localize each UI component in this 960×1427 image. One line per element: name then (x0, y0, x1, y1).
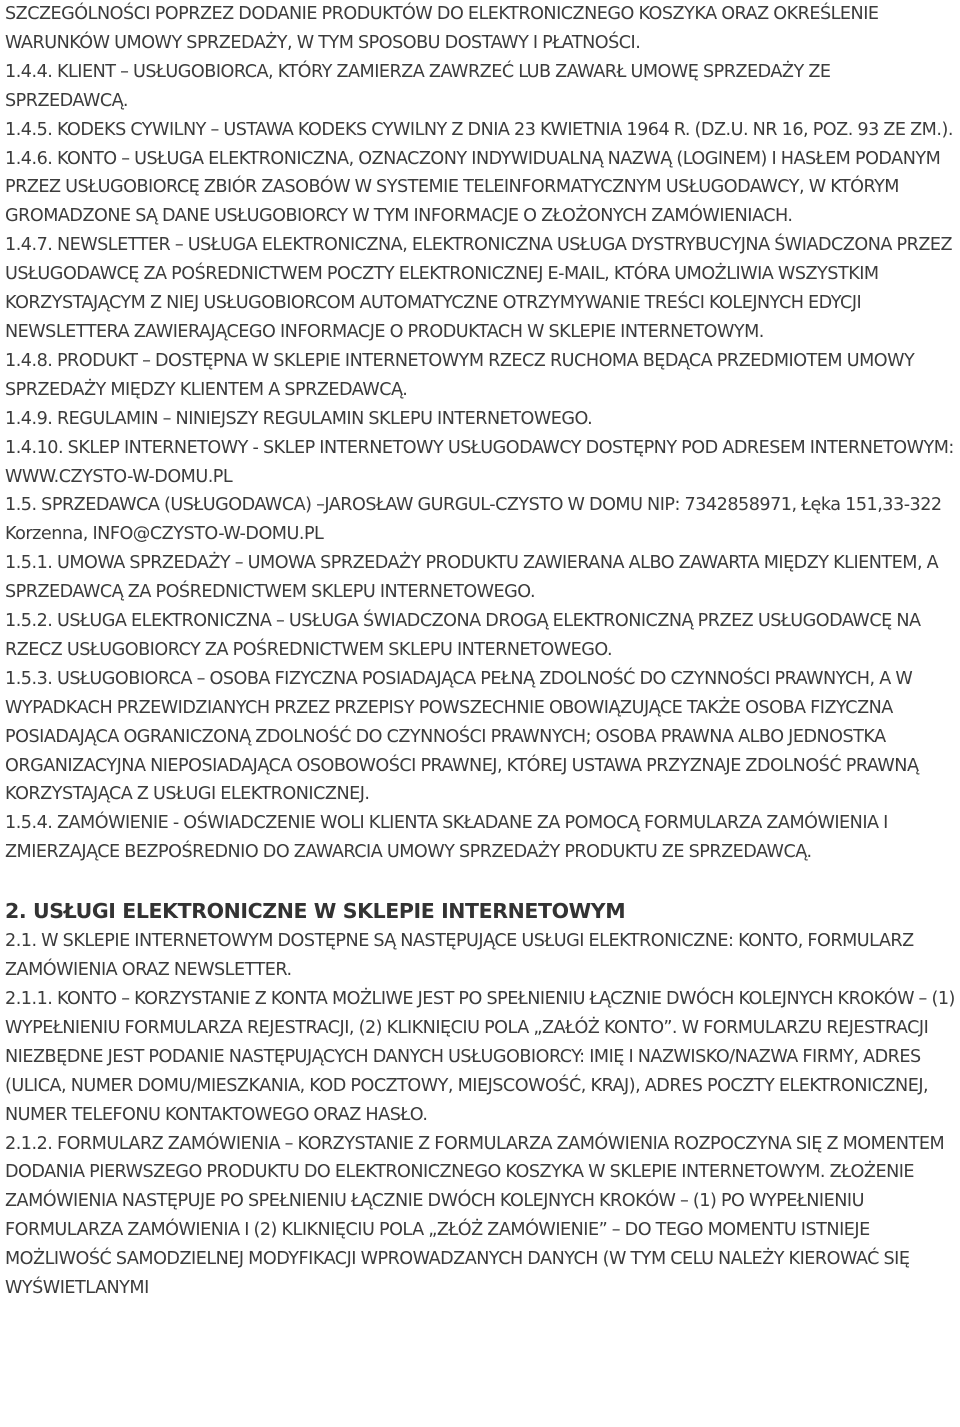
paragraph-2-1-2-formularz-zamowienia: 2.1.2. FORMULARZ ZAMÓWIENIA – KORZYSTANIE Z FORMULARZA ZAMÓWIENIA ROZPOCZYNA SIĘ Z MOMENTEM DODANIA PIERWSZEGO PRODUKTU DO ELEKTRONICZNEGO KOSZYKA W SKLEPIE INTERNETOWYM. ZŁOŻENIE ZAMÓWIENIA NASTĘPUJE PO SPEŁNIENIU ŁĄCZNIE DWÓCH KOLEJNYCH KROKÓW – (1) PO WYPEŁNIENIU FORMULARZA ZAMÓWIENIA I (2) KLIKNIĘCIU POLA „ZŁÓŻ ZAMÓWIENIE” – DO TEGO MOMENTU ISTNIEJE MOŻLIWOŚĆ SAMODZIELNEJ MODYFIKACJI WPROWADZANYCH DANYCH (W TYM CELU NALEŻY KIEROWAĆ SIĘ WYŚWIETLANYMI (5, 1133, 945, 1299)
paragraph-1-4-7-newsletter: 1.4.7. NEWSLETTER – USŁUGA ELEKTRONICZNA, ELEKTRONICZNA USŁUGA DYSTRYBUCYJNA ŚWIADCZONA PRZEZ USŁUGODAWCĘ ZA POŚREDNICTWEM POCZTY ELEKTRONICZNEJ E-MAIL, KTÓRA UMOŻLIWIA WSZYSTKIM KORZYSTAJĄCYM Z NIEJ USŁUGOBIORCOM AUTOMATYCZNE OTRZYMYWANIE TREŚCI KOLEJNYCH EDYCJI NEWSLETTERA ZAWIERAJĄCEGO INFORMACJE O PRODUKTACH W SKLEPIE INTERNETOWYM. (5, 235, 953, 342)
paragraph-1-5-2-usluga-elektroniczna: 1.5.2. USŁUGA ELEKTRONICZNA – USŁUGA ŚWIADCZONA DROGĄ ELEKTRONICZNĄ PRZEZ USŁUGODAWCĘ NA RZECZ USŁUGOBIORCY ZA POŚREDNICTWEM SKLEPU INTERNETOWEGO. (5, 611, 921, 660)
paragraph-1-5-1-umowa-sprzedazy: 1.5.1. UMOWA SPRZEDAŻY – UMOWA SPRZEDAŻY PRODUKTU ZAWIERANA ALBO ZAWARTA MIĘDZY KLIENTEM, A SPRZEDAWCĄ ZA POŚREDNICTWEM SKLEPU INTERNETOWEGO. (5, 553, 939, 603)
paragraph-1-4-6-konto: 1.4.6. KONTO – USŁUGA ELEKTRONICZNA, OZNACZONY INDYWIDUALNĄ NAZWĄ (LOGINEM) I HASŁEM PODANYM PRZEZ USŁUGOBIORCĘ ZBIÓR ZASOBÓW W SYSTEMIE TELEINFORMATYCZNYM USŁUGODAWCY, W KTÓRYM GROMADZONE SĄ DANE USŁUGOBIORCY W TYM INFORMACJE O ZŁOŻONYCH ZAMÓWIENIACH. (5, 148, 941, 227)
paragraph-2-1-uslugi: 2.1. W SKLEPIE INTERNETOWYM DOSTĘPNE SĄ NASTĘPUJĄCE USŁUGI ELEKTRONICZNE: KONTO, FORMULARZ ZAMÓWIENIA ORAZ NEWSLETTER. (5, 931, 914, 981)
paragraph-1-4-10-sklep-internetowy: 1.4.10. SKLEP INTERNETOWY - SKLEP INTERNETOWY USŁUGODAWCY DOSTĘPNY POD ADRESEM INTERNETOWYM: WWW.CZYSTO-W-DOMU.PL (5, 437, 954, 487)
paragraph-1-4-5-kodeks-cywilny: 1.4.5. KODEKS CYWILNY – USTAWA KODEKS CYWILNY Z DNIA 23 KWIETNIA 1964 R. (DZ.U. NR 16, POZ. 93 ZE ZM.). (5, 119, 953, 140)
paragraph-2-1-1-konto: 2.1.1. KONTO – KORZYSTANIE Z KONTA MOŻLIWE JEST PO SPEŁNIENIU ŁĄCZNIE DWÓCH KOLEJNYCH KROKÓW – (1) WYPEŁNIENIU FORMULARZA REJESTRACJI, (2) KLIKNIĘCIU POLA „ZAŁÓŻ KONTO”. W FORMULARZU REJESTRACJI NIEZBĘDNE JEST PODANIE NASTĘPUJĄCYCH DANYCH USŁUGOBIORCY: IMIĘ I NAZWISKO/NAZWA FIRMY, ADRES (ULICA, NUMER DOMU/MIESZKANIA, KOD POCZTOWY, MIEJSCOWOŚĆ, KRAJ), ADRES POCZTY ELEKTRONICZNEJ, NUMER TELEFONU KONTAKTOWEGO ORAZ HASŁO. (5, 989, 955, 1125)
paragraph-1-4-8-produkt: 1.4.8. PRODUKT – DOSTĘPNA W SKLEPIE INTERNETOWYM RZECZ RUCHOMA BĘDĄCA PRZEDMIOTEM UMOWY SPRZEDAŻY MIĘDZY KLIENTEM A SPRZEDAWCĄ. (5, 350, 915, 400)
paragraph-1-5-3-uslugobiorca: 1.5.3. USŁUGOBIORCA – OSOBA FIZYCZNA POSIADAJĄCA PEŁNĄ ZDOLNOŚĆ DO CZYNNOŚCI PRAWNYCH, A W WYPADKACH PRZEWIDZIANYCH PRZEZ PRZEPISY POWSZECHNIE OBOWIĄZUJĄCE TAKŻE OSOBA FIZYCZNA POSIADAJĄCA OGRANICZONĄ ZDOLNOŚĆ DO CZYNNOŚCI PRAWNYCH; OSOBA PRAWNA ALBO JEDNOSTKA ORGANIZACYJNA NIEPOSIADAJĄCA OSOBOWOŚCI PRAWNEJ, KTÓREJ USTAWA PRZYZNAJE ZDOLNOŚĆ PRAWNĄ KORZYSTAJĄCA Z USŁUGI ELEKTRONICZNEJ. (5, 668, 919, 805)
section-heading: 2. USŁUGI ELEKTRONICZNE W SKLEPIE INTERNETOWYM (5, 899, 626, 924)
paragraph-1-5-4-zamowienie: 1.5.4. ZAMÓWIENIE - OŚWIADCZENIE WOLI KLIENTA SKŁADANE ZA POMOCĄ FORMULARZA ZAMÓWIENIA I ZMIERZAJĄCE BEZPOŚREDNIO DO ZAWARCIA UMOWY SPRZEDAŻY PRODUKTU ZE SPRZEDAWCĄ. (5, 813, 888, 863)
paragraph-1-4-4-klient: 1.4.4. KLIENT – USŁUGOBIORCA, KTÓRY ZAMIERZA ZAWRZEĆ LUB ZAWARŁ UMOWĘ SPRZEDAŻY ZE SPRZEDAWCĄ. (5, 61, 831, 111)
paragraph-1-4-9-regulamin: 1.4.9. REGULAMIN – NINIEJSZY REGULAMIN SKLEPU INTERNETOWEGO. (5, 408, 593, 429)
paragraph-continuation: SZCZEGÓLNOŚCI POPRZEZ DODANIE PRODUKTÓW DO ELEKTRONICZNEGO KOSZYKA ORAZ OKREŚLENIE WARUNKÓW UMOWY SPRZEDAŻY, W TYM SPOSOBU DOSTAWY I PŁATNOŚCI. (5, 4, 879, 53)
paragraph-1-5-sprzedawca: 1.5. SPRZEDAWCA (USŁUGODAWCA) –JAROSŁAW GURGUL-CZYSTO W DOMU NIP: 7342858971, Łęka 151,33-322 Korzenna, INFO@CZYSTO-W-DOMU.PL (5, 495, 942, 545)
